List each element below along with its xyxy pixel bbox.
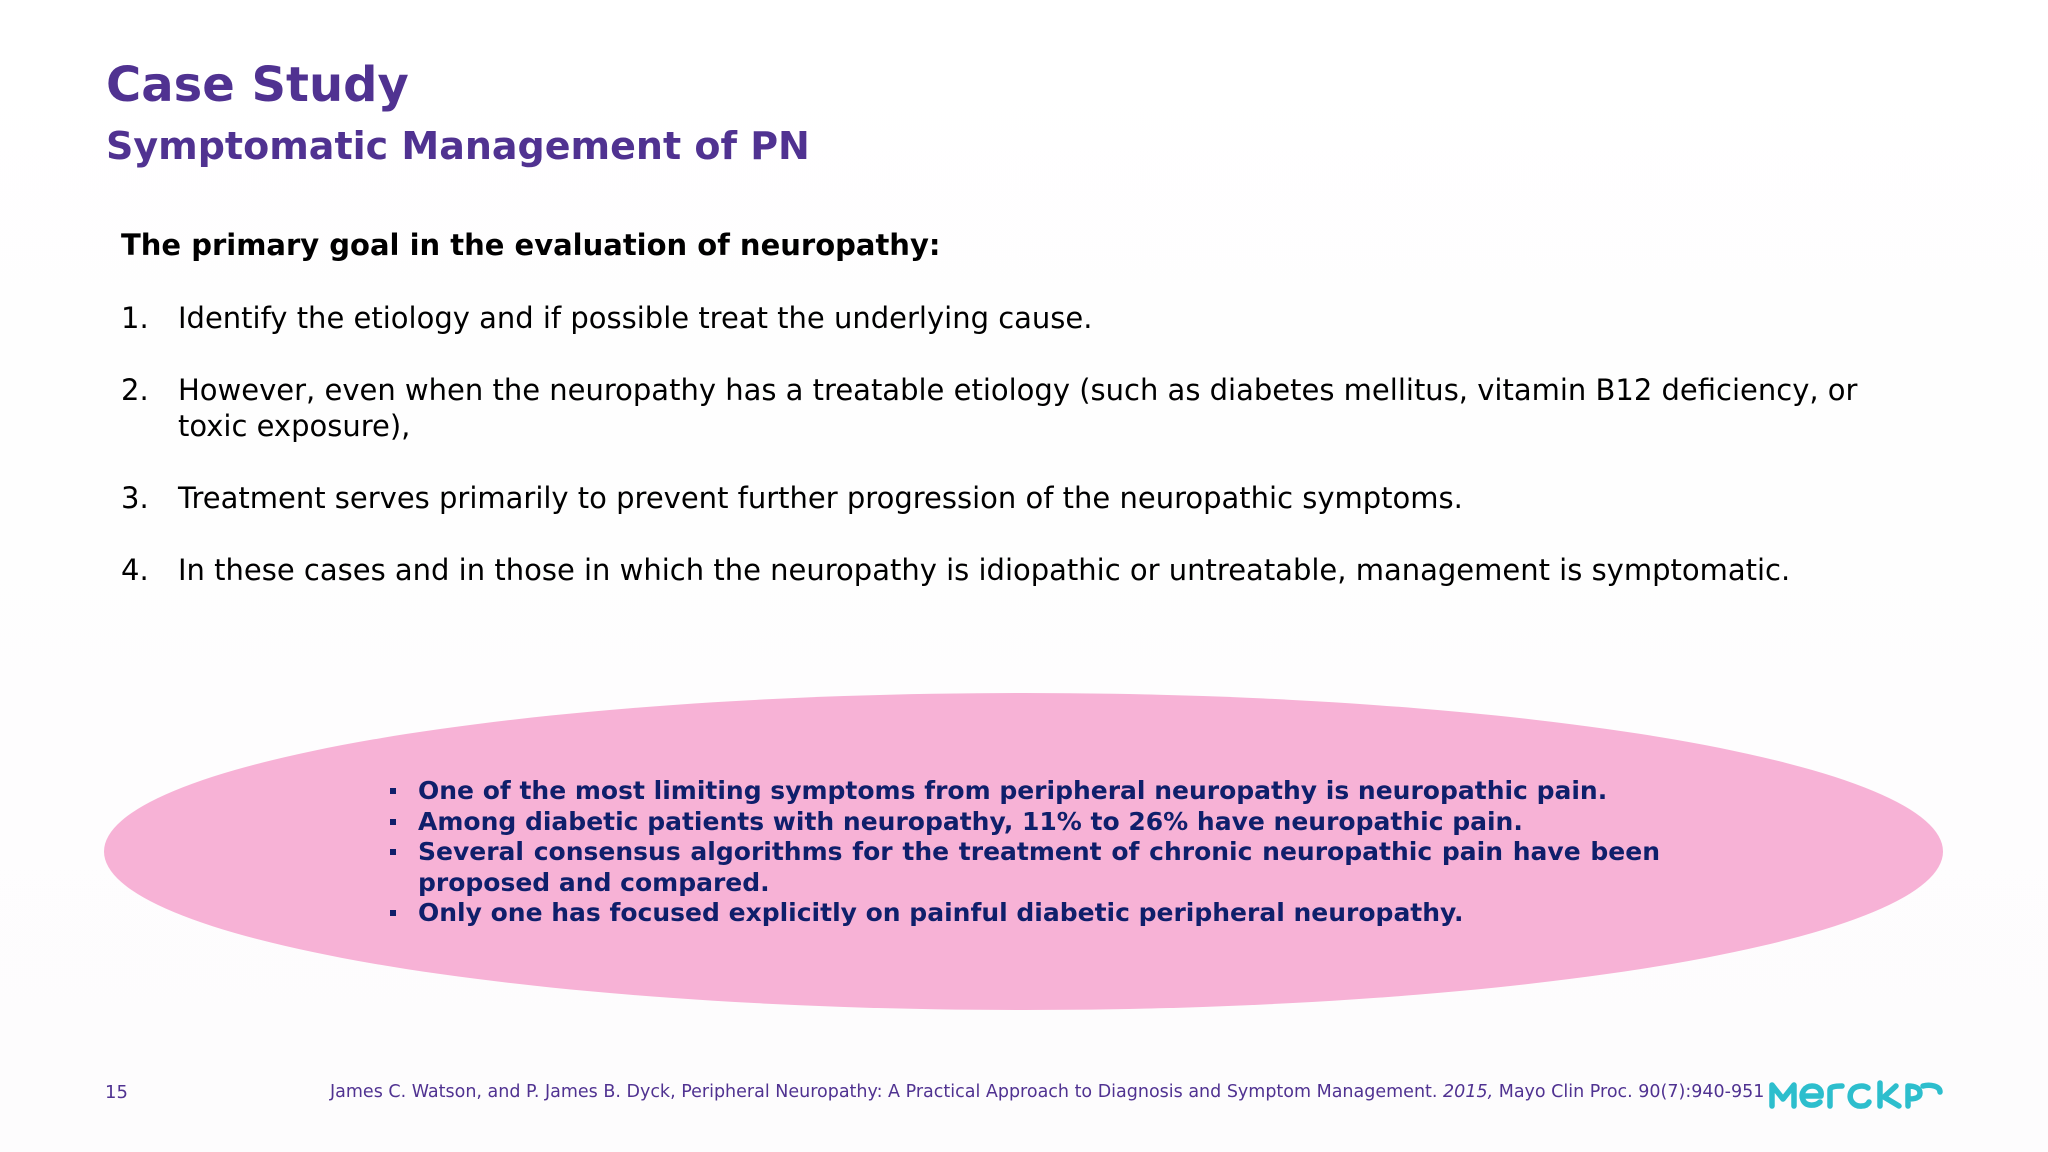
citation <box>330 1082 1764 1102</box>
slide-subtitle: Symptomatic Management of PN <box>106 124 810 168</box>
intro-heading: The primary goal in the evaluation of neuropathy: <box>121 228 941 262</box>
highlight-bullet-list <box>390 776 1660 929</box>
goal-number: 2. <box>121 373 149 407</box>
citation-year: 2015, <box>1443 1082 1494 1102</box>
highlight-bullet <box>390 807 1660 838</box>
merck-logo <box>1768 1080 1944 1110</box>
goal-item <box>121 552 1921 588</box>
highlight-bullet <box>390 776 1660 807</box>
goal-text: However, even when the neuropathy has a treatable etiology (such as diabetes mellitus, vitamin B12 deficiency, or toxic exposure), <box>178 373 1858 443</box>
goal-number: 4. <box>121 553 149 587</box>
highlight-bullet <box>390 898 1660 929</box>
goal-item <box>121 480 1921 516</box>
citation-main: James C. Watson, and P. James B. Dyck, Peripheral Neuropathy: A Practical Approach to Diagnosis and Symptom Management. <box>330 1082 1438 1102</box>
square-bullet-icon <box>390 819 396 825</box>
square-bullet-icon <box>390 788 396 794</box>
goal-text: Identify the etiology and if possible treat the underlying cause. <box>178 301 1093 335</box>
square-bullet-icon <box>390 849 396 855</box>
square-bullet-icon <box>390 910 396 916</box>
highlight-bullet-text: Several consensus algorithms for the treatment of chronic neuropathic pain have been proposed and compared. <box>418 837 1660 897</box>
highlight-bullet-text: Only one has focused explicitly on painful diabetic peripheral neuropathy. <box>418 898 1464 927</box>
slide-title: Case Study <box>106 57 409 113</box>
goal-number: 1. <box>121 301 149 335</box>
goal-list <box>121 300 1921 624</box>
highlight-bullet-text: One of the most limiting symptoms from peripheral neuropathy is neuropathic pain. <box>418 776 1608 805</box>
highlight-bullet-text: Among diabetic patients with neuropathy, 11% to 26% have neuropathic pain. <box>418 806 1523 836</box>
goal-text: In these cases and in those in which the neuropathy is idiopathic or untreatable, management is symptomatic. <box>178 553 1791 587</box>
goal-number: 3. <box>121 481 149 515</box>
highlight-bullet <box>390 837 1660 898</box>
goal-item <box>121 300 1921 336</box>
citation-journal: Mayo Clin Proc. 90(7):940-951 <box>1498 1082 1765 1102</box>
goal-text: Treatment serves primarily to prevent further progression of the neuropathic symptoms. <box>178 481 1463 515</box>
page-number: 15 <box>105 1082 128 1103</box>
goal-item <box>121 372 1921 444</box>
